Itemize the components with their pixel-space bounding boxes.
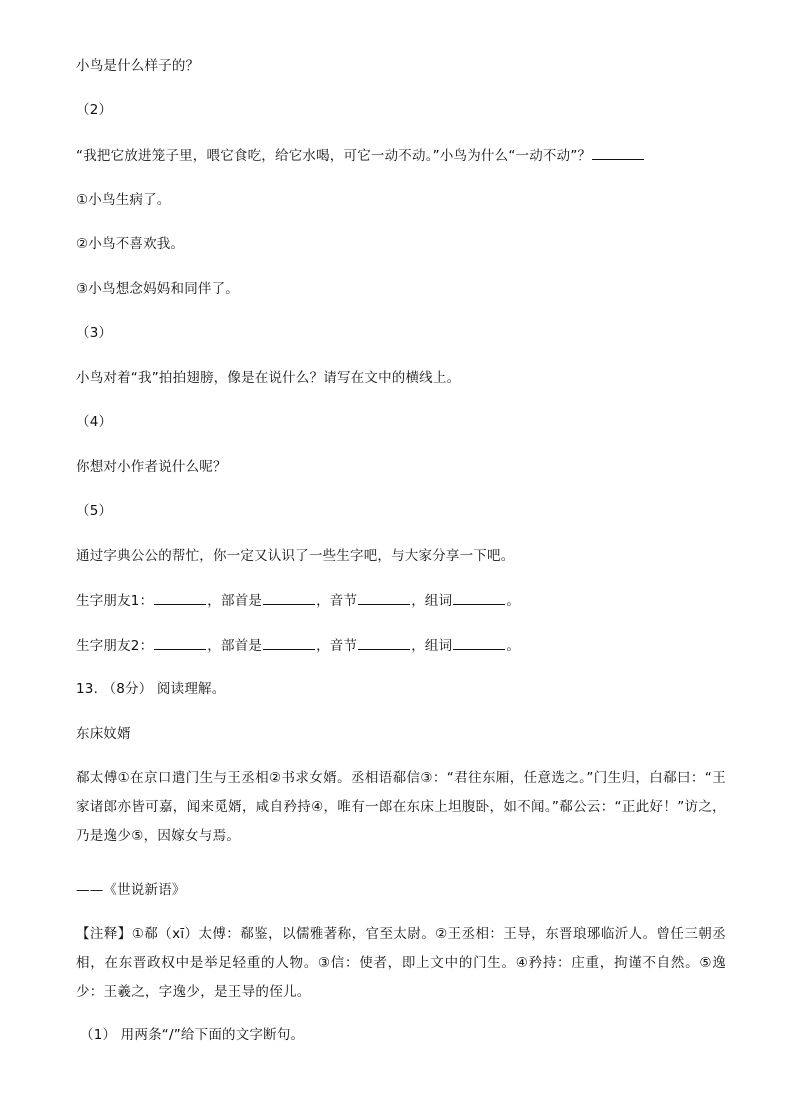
question-2-label: （2）: [76, 102, 113, 118]
radical-label: ，部首是: [207, 638, 263, 654]
passage-body: 郗太傅①在京口遣门生与王丞相②书求女婿。丞相语郗信③：“君往东厢，任意选之。”门生归，白郗曰：“王家诸郎亦皆可嘉，闻来觅婿，咸自矜持④，唯有一郎在东床上坦腹卧，如不闻。”郗公云：“正此好！”访之，乃是逸少⑤，因嫁女与焉。: [76, 770, 726, 844]
syllable-label: ，音节: [316, 638, 358, 654]
question-4-text: 你想对小作者说什么呢？: [76, 459, 227, 475]
passage-source: ——《世说新语》: [76, 882, 186, 898]
question-1-text: 小鸟是什么样子的？: [76, 58, 200, 74]
sub-question-1: （1） 用两条“/”给下面的文字断句。: [80, 1027, 305, 1043]
question-5-label: （5）: [76, 503, 113, 519]
question-2-body: “我把它放进笼子里，喂它食吃，给它水喝，可它一动不动。”小鸟为什么“一动不动”？: [76, 148, 592, 164]
option-3: ③小鸟想念妈妈和同伴了。: [76, 281, 240, 297]
question-2-text: [76, 145, 645, 166]
question-3-label: （3）: [76, 325, 113, 341]
option-1: ①小鸟生病了。: [76, 192, 171, 208]
syllable-blank: [358, 590, 410, 605]
word-label: ，组词: [411, 638, 453, 654]
syllable-blank: [358, 635, 410, 650]
word-label: ，组词: [411, 593, 453, 609]
friend-2-prefix: 生字朋友2：: [76, 638, 154, 654]
question-13-heading: 13. （8分） 阅读理解。: [76, 681, 226, 697]
syllable-label: ，音节: [316, 593, 358, 609]
word-blank: [453, 635, 505, 650]
row-end: 。: [506, 638, 521, 654]
passage-title: 东床妏婿: [76, 726, 131, 742]
question-5-text: 通过字典公公的帮忙，你一定又认识了一些生字吧，与大家分享一下吧。: [76, 548, 515, 564]
question-4-label: （4）: [76, 414, 113, 430]
row-end: 。: [506, 593, 521, 609]
question-3-text: 小鸟对着“我”拍拍翅膀，像是在说什么？请写在文中的横线上。: [76, 370, 461, 386]
word-blank: [453, 590, 505, 605]
friend-1-prefix: 生字朋友1：: [76, 593, 154, 609]
character-blank: [154, 590, 206, 605]
option-2: ②小鸟不喜欢我。: [76, 236, 185, 252]
new-character-row-2: [76, 635, 520, 656]
character-blank: [154, 635, 206, 650]
radical-blank: [263, 635, 315, 650]
radical-label: ，部首是: [207, 593, 263, 609]
passage-notes: 【注释】①郗（xī）太傅：郗鉴，以儒雅著称，官至太尉。②王丞相：王导，东晋琅琊临沂人。曾任三朝丞相，在东晋政权中是举足轻重的人物。③信：使者，即上文中的门生。④矜持：庄重，拘谨不自然。⑤逸少：王羲之，字逸少，是王导的侄儿。: [76, 926, 726, 1000]
new-character-row-1: [76, 590, 520, 611]
answer-blank: [592, 145, 644, 160]
radical-blank: [263, 590, 315, 605]
